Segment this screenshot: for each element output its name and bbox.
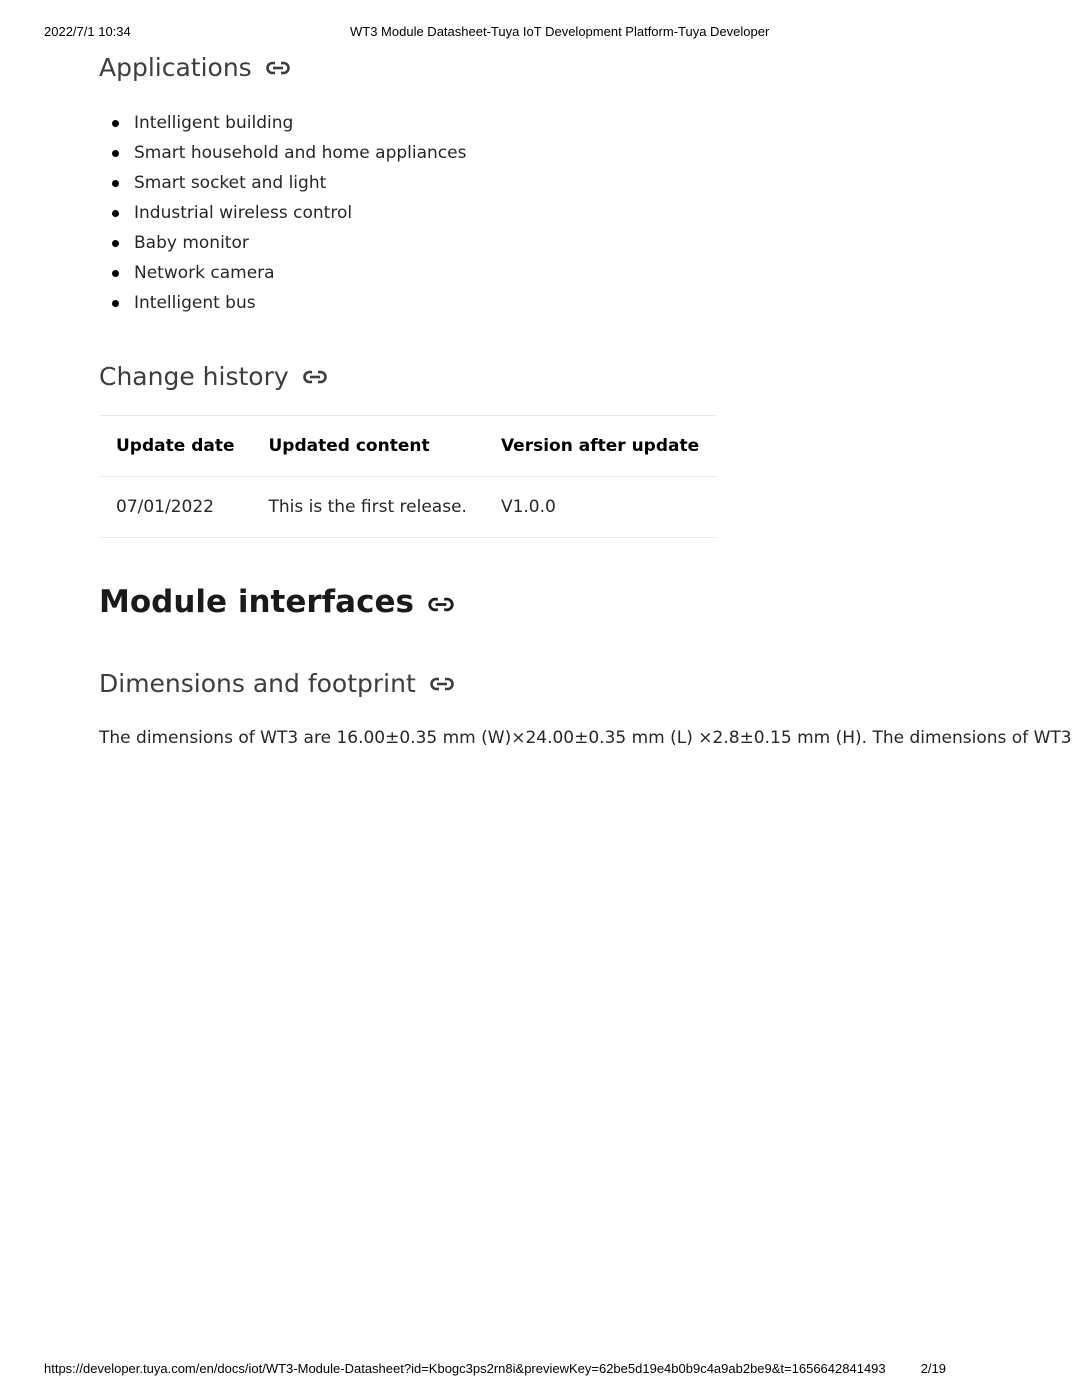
column-header-update-date: Update date	[99, 416, 252, 477]
link-icon[interactable]	[266, 52, 290, 82]
column-header-updated-content: Updated content	[252, 416, 484, 477]
bullet-icon	[112, 150, 119, 157]
print-datetime: 2022/7/1 10:34	[44, 24, 131, 39]
bullet-icon	[112, 300, 119, 307]
applications-list	[99, 108, 466, 318]
column-header-version: Version after update	[484, 416, 716, 477]
link-icon[interactable]	[428, 584, 454, 620]
table-row	[99, 477, 716, 538]
dimensions-paragraph: The dimensions of WT3 are 16.00±0.35 mm (W)×24.00±0.35 mm (L) ×2.8±0.15 mm (H). The dimensions of WT3	[99, 728, 1072, 748]
module-interfaces-heading-text: Module interfaces	[99, 584, 414, 620]
list-item: Network camera	[99, 258, 466, 288]
bullet-icon	[112, 210, 119, 217]
link-icon[interactable]	[303, 361, 327, 391]
dimensions-heading	[99, 669, 454, 700]
cell-update-date: 07/01/2022	[99, 477, 252, 538]
list-item: Industrial wireless control	[99, 198, 466, 228]
list-item: Baby monitor	[99, 228, 466, 258]
applications-heading-text: Applications	[99, 53, 252, 82]
document-content	[99, 0, 1072, 1340]
change-history-table	[99, 415, 716, 538]
print-footer	[44, 1361, 946, 1377]
list-item: Intelligent bus	[99, 288, 466, 318]
bullet-icon	[112, 270, 119, 277]
change-history-heading	[99, 362, 327, 393]
list-item: Smart socket and light	[99, 168, 466, 198]
cell-updated-content: This is the first release.	[252, 477, 484, 538]
bullet-icon	[112, 120, 119, 127]
dimensions-heading-text: Dimensions and footprint	[99, 669, 416, 698]
page-number: 2/19	[920, 1361, 946, 1376]
list-item: Intelligent building	[99, 108, 466, 138]
change-history-heading-text: Change history	[99, 362, 289, 391]
link-icon[interactable]	[430, 668, 454, 698]
bullet-icon	[112, 240, 119, 247]
table-header-row	[99, 416, 716, 477]
bullet-icon	[112, 180, 119, 187]
print-url: https://developer.tuya.com/en/docs/iot/WT3-Module-Datasheet?id=Kbogc3ps2rn8i&previewKey=62be5d19e4b0b9c4a9ab2be9&t=1656642841493	[44, 1361, 886, 1376]
applications-heading	[99, 53, 290, 84]
list-item: Smart household and home appliances	[99, 138, 466, 168]
module-interfaces-heading	[99, 584, 454, 622]
print-page-title: WT3 Module Datasheet-Tuya IoT Development Platform-Tuya Developer	[350, 24, 770, 39]
cell-version: V1.0.0	[484, 477, 716, 538]
